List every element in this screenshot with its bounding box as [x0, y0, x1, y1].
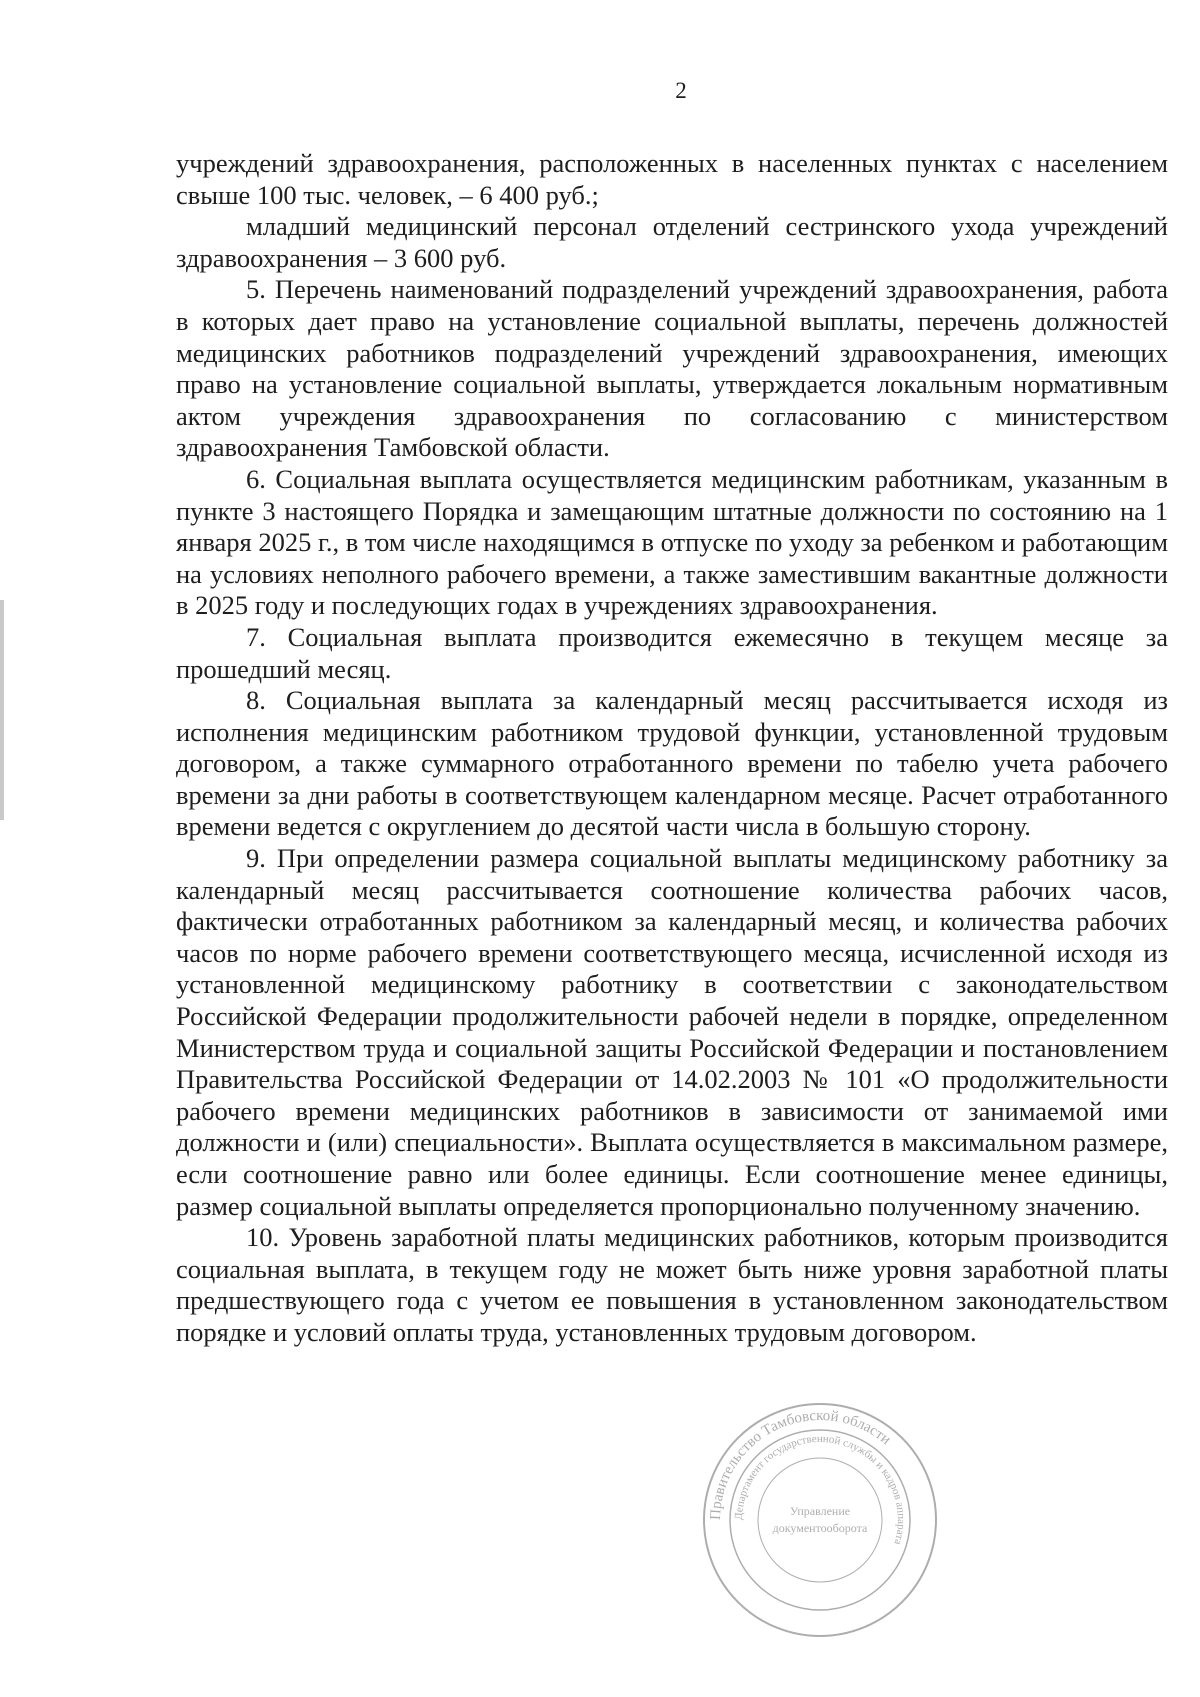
- stamp-inner-textpath: Департамент государственной службы и кадров аппарата: [732, 1432, 908, 1547]
- paragraph-5: 5. Перечень наименований подразделений учреждений здравоохранения, работа в которых дает право на установление социальной выплаты, перечень должностей медицинских работников подразделений учреждений здравоохранения, имеющих право на установление социальной выплаты, утверждается локальным нормативным актом учреждения здравоохранения по согласованию с министерством здравоохранения Тамбовской области.: [176, 274, 1168, 463]
- paragraph-junior-staff: младший медицинский персонал отделений сестринского ухода учреждений здравоохранения – 3 600 руб.: [176, 211, 1168, 273]
- paragraph-continuation: учреждений здравоохранения, расположенных в населенных пунктах с населением свыше 100 тыс. человек, – 6 400 руб.;: [176, 148, 1168, 210]
- document-body: [176, 148, 1168, 1349]
- stamp-inner-ring: [758, 1458, 882, 1582]
- stamp-center-line1: Управление: [789, 1504, 851, 1518]
- stamp-center-line2: документооборота: [772, 1521, 868, 1535]
- paragraph-9: 9. При определении размера социальной выплаты медицинскому работнику за календарный месяц рассчитывается соотношение количества рабочих часов, фактически отработанных работником за календарный месяц, и количества рабочих часов по норме рабочего времени соответствующего месяца, исчисленной исходя из установленной медицинскому работнику в соответствии с законодательством Российской Федерации продолжительности рабочей недели в порядке, определенном Министерством труда и социальной защиты Российской Федерации и постановлением Правительства Российской Федерации от 14.02.2003 № 101 «О продолжительности рабочего времени медицинских работников в зависимости от занимаемой ими должности и (или) специальности». Выплата осуществляется в максимальном размере, если соотношение равно или более единицы. Если соотношение менее единицы, размер социальной выплаты определяется пропорционально полученному значению.: [176, 843, 1168, 1221]
- stamp-middle-ring: [730, 1430, 910, 1610]
- paragraph-7: 7. Социальная выплата производится ежемесячно в текущем месяце за прошедший месяц.: [176, 621, 1168, 684]
- stamp-outer-textpath: Правительство Тамбовской области: [707, 1407, 894, 1521]
- paragraph-6: 6. Социальная выплата осуществляется медицинским работникам, указанным в пункте 3 настоящего Порядка и замещающим штатные должности по состоянию на 1 января 2025 г., в том числе находящимся в отпуске по уходу за ребенком и работающим на условиях неполного рабочего времени, а также заместившим вакантные должности в 2025 году и последующих годах в учреждениях здравоохранения.: [176, 463, 1168, 621]
- paragraph-10: 10. Уровень заработной платы медицинских работников, которым производится социальная выплата, в текущем году не может быть ниже уровня заработной платы предшествующего года с учетом ее повышения в установленном законодательством порядке и условий оплаты труда, установленных трудовым договором.: [176, 1222, 1168, 1347]
- official-seal-stamp: [700, 1400, 940, 1640]
- scan-edge-mark: [0, 600, 4, 820]
- paragraph-8: 8. Социальная выплата за календарный месяц рассчитывается исходя из исполнения медицинским работником трудовой функции, установленной трудовым договором, а также суммарного отработанного времени по табелю учета рабочего времени за дни работы в соответствующем календарном месяце. Расчет отработанного времени ведется с округлением до десятой части числа в большую сторону.: [176, 685, 1168, 842]
- page-number: 2: [675, 78, 687, 103]
